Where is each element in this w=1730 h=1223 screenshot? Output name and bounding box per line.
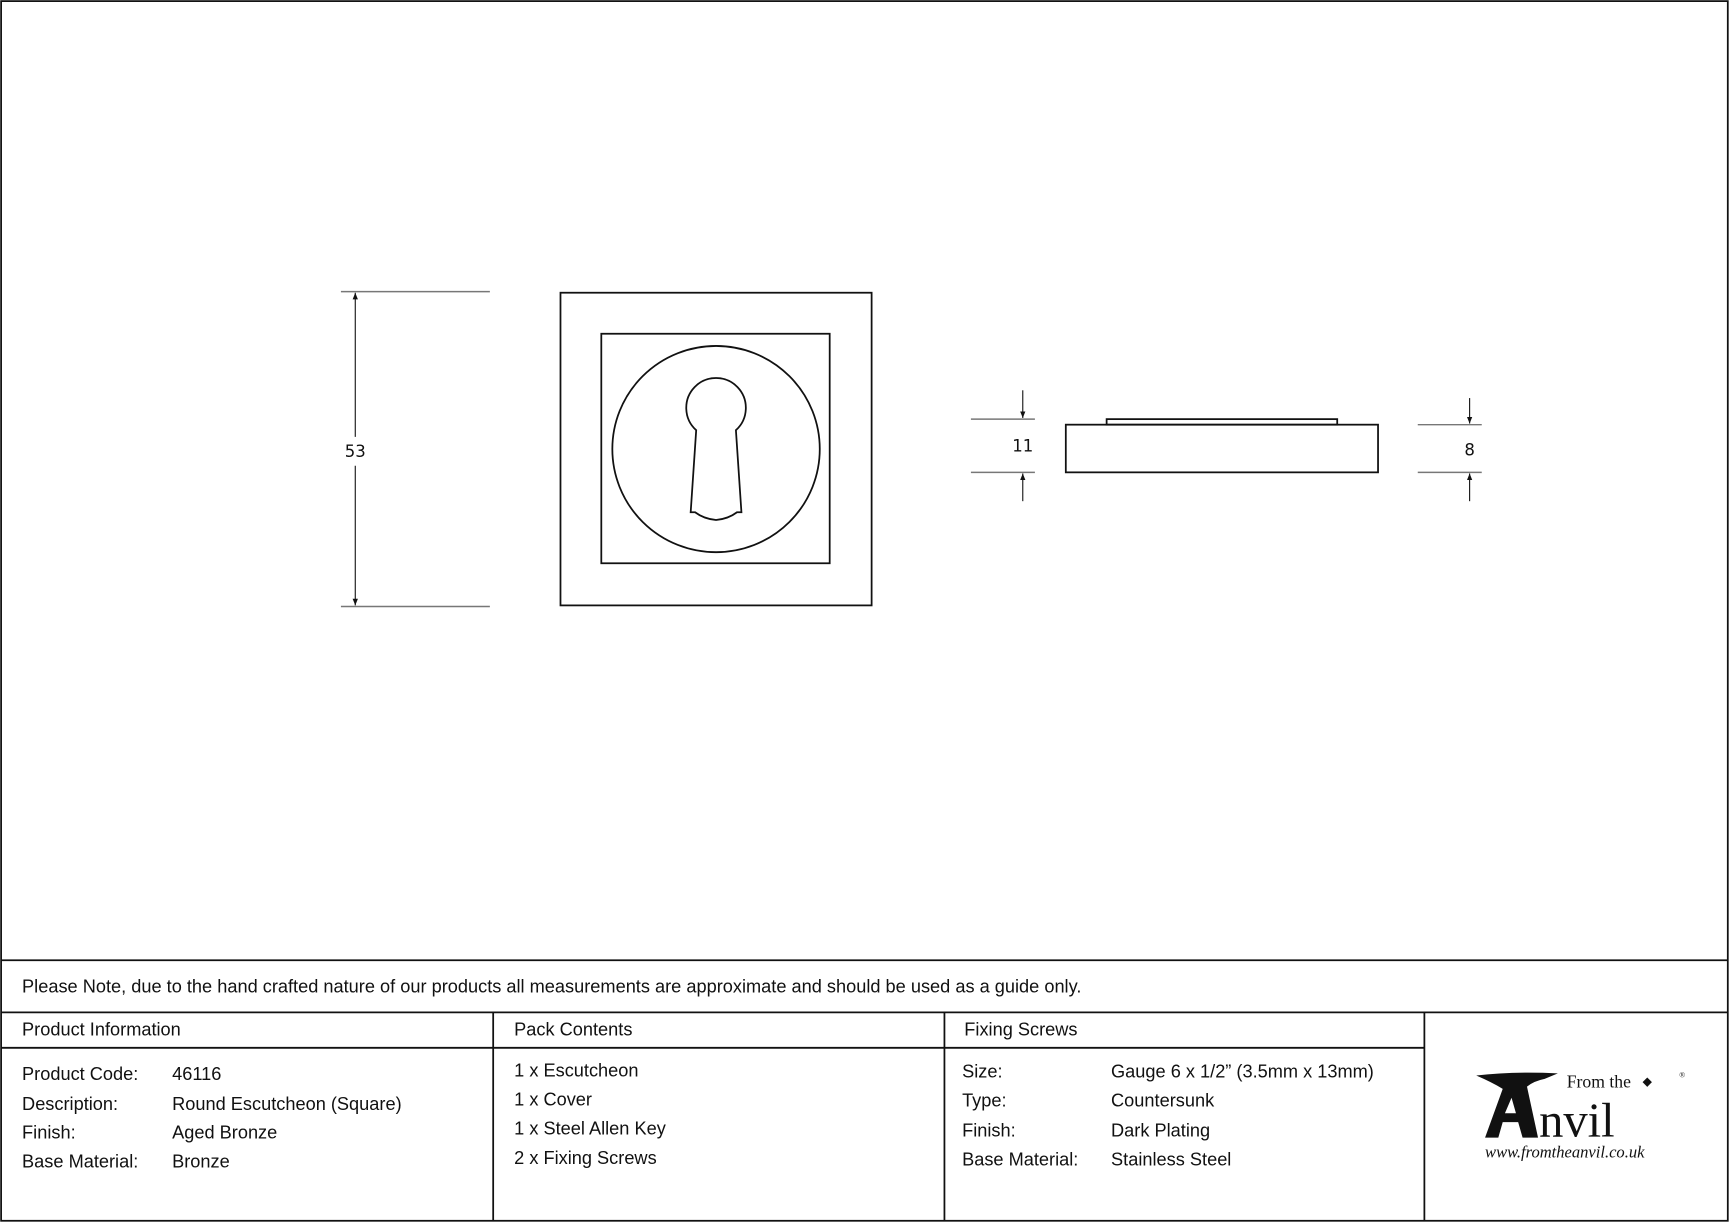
logo-url: www.fromtheanvil.co.uk xyxy=(1485,1142,1645,1162)
label: Finish: xyxy=(22,1121,76,1143)
list-item: 1 x Steel Allen Key xyxy=(514,1117,666,1139)
from-the-anvil-logo xyxy=(1476,1071,1685,1162)
dimension-base-thickness: 8 xyxy=(1464,440,1475,460)
value: Stainless Steel xyxy=(1111,1148,1232,1170)
label: Type: xyxy=(962,1089,1007,1111)
dimension-height: 53 xyxy=(344,441,366,461)
pack-contents-heading: Pack Contents xyxy=(514,1018,633,1040)
keyhole xyxy=(686,378,746,520)
side-view xyxy=(971,390,1482,501)
side-cover xyxy=(1107,419,1338,425)
fixing-screws-heading: Fixing Screws xyxy=(964,1018,1078,1040)
dimension-total-thickness: 11 xyxy=(1012,436,1034,456)
value: Bronze xyxy=(172,1150,230,1172)
measurement-note: Please Note, due to the hand crafted nature of our products all measurements are approximate and should be used as a guide only. xyxy=(22,975,1082,997)
value: Aged Bronze xyxy=(172,1121,278,1143)
logo-wordmark: nvil xyxy=(1539,1093,1615,1148)
inner-square xyxy=(601,334,829,564)
diamond-icon xyxy=(1643,1077,1652,1086)
label: Size: xyxy=(962,1060,1003,1082)
info-table xyxy=(1,960,1728,1221)
label: Description: xyxy=(22,1092,119,1114)
list-item: 1 x Escutcheon xyxy=(514,1059,639,1081)
svg-text:From the: From the xyxy=(1566,1071,1631,1092)
value: Gauge 6 x 1/2” (3.5mm x 13mm) xyxy=(1111,1060,1374,1082)
pack-contents-list xyxy=(514,1060,667,1169)
value: Round Escutcheon (Square) xyxy=(172,1092,402,1114)
value: Dark Plating xyxy=(1111,1119,1211,1141)
product-information-heading: Product Information xyxy=(22,1018,181,1040)
label: Product Code: xyxy=(22,1062,139,1084)
label: Finish: xyxy=(962,1119,1016,1141)
value: 46116 xyxy=(172,1062,222,1084)
outer-square xyxy=(560,293,871,606)
list-item: 1 x Cover xyxy=(514,1088,592,1110)
value: Countersunk xyxy=(1111,1089,1215,1111)
fixing-screws-rows xyxy=(962,1061,1374,1170)
label: Base Material: xyxy=(22,1150,139,1172)
list-item: 2 x Fixing Screws xyxy=(514,1147,657,1169)
front-view xyxy=(341,292,872,607)
round-escutcheon xyxy=(612,346,819,552)
sheet-border xyxy=(1,1,1728,1221)
label: Base Material: xyxy=(962,1148,1079,1170)
svg-text:®: ® xyxy=(1679,1070,1686,1080)
side-base xyxy=(1066,425,1378,473)
product-information-rows xyxy=(22,1063,402,1172)
